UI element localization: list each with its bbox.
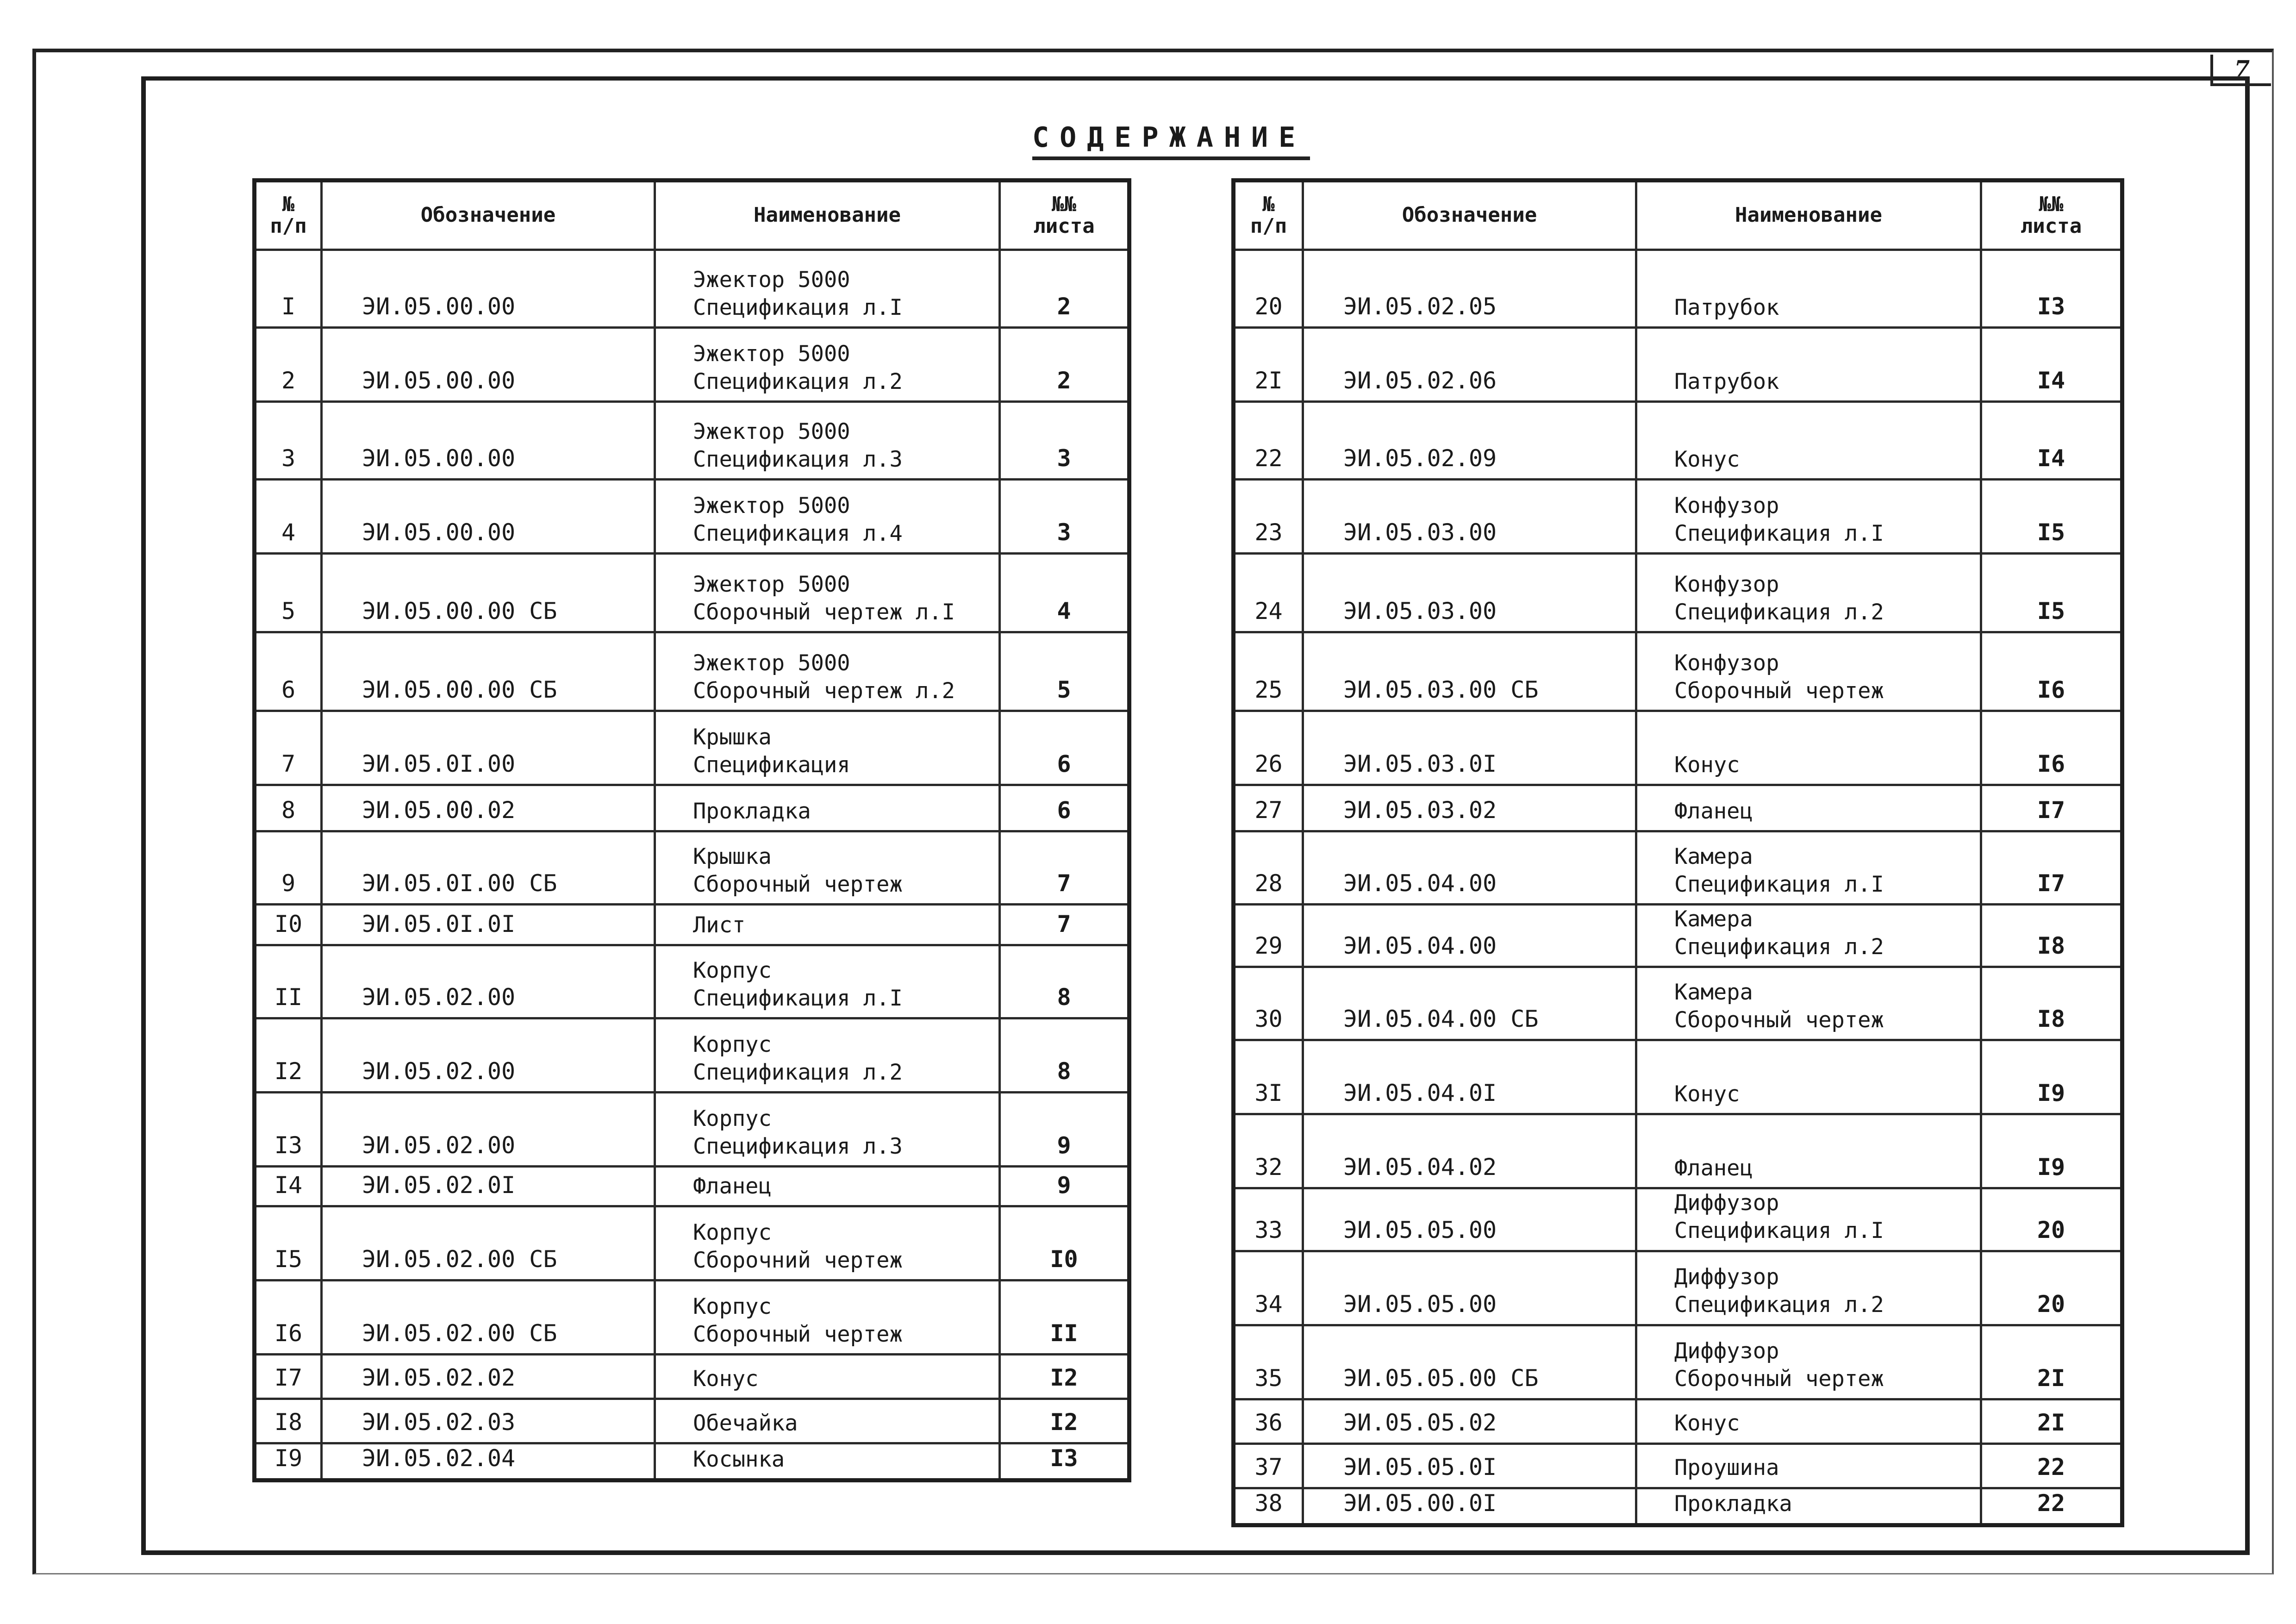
row-number: 4 <box>255 480 322 554</box>
row-name-line: Прокладка <box>693 798 811 824</box>
row-designation: ЭИ.05.02.00 СБ <box>322 1280 655 1355</box>
row-number: I5 <box>255 1206 322 1280</box>
row-designation: ЭИ.05.02.00 <box>322 1018 655 1093</box>
row-sheet-number: 3 <box>1000 402 1129 480</box>
row-name-line: Лист <box>693 912 746 938</box>
row-name-line: Спецификация л.I <box>1674 1218 1884 1244</box>
row-name-line: Фланец <box>1674 1156 1753 1181</box>
row-name-line: Спецификация л.2 <box>693 1059 903 1085</box>
table-row <box>255 1206 1129 1280</box>
row-name-line: Обечайка <box>693 1410 798 1436</box>
row-designation: ЭИ.05.02.00 СБ <box>322 1206 655 1280</box>
table-row <box>255 905 1129 945</box>
row-sheet-number: 20 <box>1981 1251 2122 1325</box>
row-designation: ЭИ.05.0I.00 <box>322 711 655 785</box>
contents-table-left <box>252 178 1131 1482</box>
table-row <box>255 831 1129 905</box>
document-title: СОДЕРЖАНИЕ <box>1032 121 1310 160</box>
row-number: I6 <box>255 1280 322 1355</box>
row-name <box>1636 1325 1981 1399</box>
row-sheet-number: I6 <box>1981 711 2122 785</box>
row-name <box>655 554 1000 632</box>
table-row <box>1234 1251 2122 1325</box>
row-number: I8 <box>255 1399 322 1443</box>
table-row <box>1234 328 2122 402</box>
table-header-row <box>255 181 1129 250</box>
row-name <box>1636 402 1981 480</box>
row-number: 36 <box>1234 1399 1303 1443</box>
row-number: 5 <box>255 554 322 632</box>
row-designation: ЭИ.05.03.00 СБ <box>1303 632 1636 711</box>
row-name-line: Корпус <box>693 1106 772 1131</box>
row-name-line: Сборочний чертеж <box>693 1247 903 1273</box>
row-name-line: Патрубок <box>1674 369 1779 394</box>
row-number: 38 <box>1234 1488 1303 1525</box>
row-designation: ЭИ.05.04.02 <box>1303 1114 1636 1188</box>
row-name-line: Косынка <box>693 1446 785 1472</box>
table-header-row <box>1234 181 2122 250</box>
table-row <box>255 328 1129 402</box>
row-designation: ЭИ.05.04.00 <box>1303 831 1636 905</box>
row-sheet-number: 9 <box>1000 1167 1129 1206</box>
row-name <box>655 632 1000 711</box>
row-sheet-number: I2 <box>1000 1355 1129 1399</box>
row-name-line: Спецификация л.I <box>1674 520 1884 546</box>
row-name <box>655 1206 1000 1280</box>
row-name <box>655 785 1000 831</box>
row-name-line: Крышка <box>693 724 772 750</box>
row-name-line: Сборочный чертеж л.2 <box>693 678 955 704</box>
row-sheet-number: 2 <box>1000 328 1129 402</box>
row-designation: ЭИ.05.00.00 <box>322 328 655 402</box>
row-name-line: Конфузор <box>1674 571 1779 597</box>
header-code: Обозначение <box>322 181 655 250</box>
row-sheet-number: 20 <box>1981 1188 2122 1251</box>
row-name-line: Камера <box>1674 980 1753 1005</box>
row-designation: ЭИ.05.05.00 СБ <box>1303 1325 1636 1399</box>
row-designation: ЭИ.05.0I.00 СБ <box>322 831 655 905</box>
row-sheet-number: 4 <box>1000 554 1129 632</box>
row-name-line: Сборочный чертеж <box>693 1321 903 1347</box>
row-name <box>655 1355 1000 1399</box>
row-sheet-number: 8 <box>1000 945 1129 1018</box>
row-number: 6 <box>255 632 322 711</box>
row-designation: ЭИ.05.04.0I <box>1303 1040 1636 1114</box>
row-name-line: Прокладка <box>1674 1491 1792 1517</box>
header-num: № п/п <box>255 181 322 250</box>
row-number: I9 <box>255 1443 322 1480</box>
row-name-line: Спецификация л.I <box>693 294 903 320</box>
table-row <box>255 1355 1129 1399</box>
row-name-line: Патрубок <box>1674 294 1779 320</box>
row-name-line: Спецификация л.2 <box>1674 599 1884 625</box>
table-row <box>255 1167 1129 1206</box>
header-num: № п/п <box>1234 181 1303 250</box>
row-name <box>1636 554 1981 632</box>
row-name-line: Спецификация л.3 <box>693 446 903 472</box>
row-number: 26 <box>1234 711 1303 785</box>
row-name-line: Спецификация <box>693 752 850 778</box>
row-name <box>1636 632 1981 711</box>
row-name-line: Спецификация л.3 <box>693 1133 903 1159</box>
row-name-line: Проушина <box>1674 1455 1779 1481</box>
row-name <box>1636 328 1981 402</box>
table-row <box>1234 831 2122 905</box>
row-designation: ЭИ.05.00.00 <box>322 250 655 328</box>
row-name-line: Корпус <box>693 1293 772 1319</box>
row-designation: ЭИ.05.02.04 <box>322 1443 655 1480</box>
row-name-line: Конус <box>693 1366 759 1392</box>
row-name-line: Спецификация л.2 <box>693 369 903 394</box>
row-designation: ЭИ.05.02.02 <box>322 1355 655 1399</box>
row-name <box>655 250 1000 328</box>
row-number: 3 <box>255 402 322 480</box>
row-number: 3I <box>1234 1040 1303 1114</box>
row-designation: ЭИ.05.02.06 <box>1303 328 1636 402</box>
header-sheet: №№ листа <box>1981 181 2122 250</box>
row-designation: ЭИ.05.04.00 <box>1303 905 1636 967</box>
row-name <box>1636 1399 1981 1443</box>
table-row <box>255 480 1129 554</box>
row-name <box>1636 711 1981 785</box>
table-row <box>255 1399 1129 1443</box>
row-number: 25 <box>1234 632 1303 711</box>
row-name <box>655 480 1000 554</box>
row-sheet-number: 7 <box>1000 905 1129 945</box>
contents-table-right <box>1231 178 2124 1527</box>
row-name <box>655 831 1000 905</box>
row-name-line: Крышка <box>693 843 772 869</box>
row-number: I3 <box>255 1093 322 1167</box>
row-sheet-number: I9 <box>1981 1114 2122 1188</box>
page-number: 7 <box>2210 55 2271 86</box>
row-name <box>655 711 1000 785</box>
row-name-line: Диффузор <box>1674 1264 1779 1290</box>
row-number: 35 <box>1234 1325 1303 1399</box>
table-row <box>255 1443 1129 1480</box>
row-name-line: Сборочный чертеж <box>693 871 903 897</box>
row-name-line: Конус <box>1674 1411 1740 1437</box>
row-number: 34 <box>1234 1251 1303 1325</box>
row-designation: ЭИ.05.0I.0I <box>322 905 655 945</box>
table-row <box>1234 554 2122 632</box>
row-name-line: Сборочный чертеж <box>1674 1007 1884 1033</box>
row-designation: ЭИ.05.02.09 <box>1303 402 1636 480</box>
table-row <box>1234 1399 2122 1443</box>
table-row <box>255 1093 1129 1167</box>
row-number: I0 <box>255 905 322 945</box>
row-name <box>655 905 1000 945</box>
row-name-line: Эжектор 5000 <box>693 571 850 597</box>
row-sheet-number: 2I <box>1981 1325 2122 1399</box>
row-sheet-number: I3 <box>1981 250 2122 328</box>
row-sheet-number: 2I <box>1981 1399 2122 1443</box>
row-number: II <box>255 945 322 1018</box>
table-row <box>255 711 1129 785</box>
table-row <box>255 402 1129 480</box>
row-name <box>655 1399 1000 1443</box>
row-name <box>655 1018 1000 1093</box>
table-row <box>1234 905 2122 967</box>
row-sheet-number: I6 <box>1981 632 2122 711</box>
row-name <box>655 1167 1000 1206</box>
contents-body-left <box>255 250 1129 1480</box>
row-designation: ЭИ.05.05.02 <box>1303 1399 1636 1443</box>
row-sheet-number: 9 <box>1000 1093 1129 1167</box>
row-name-line: Сборочный чертеж <box>1674 1366 1884 1392</box>
row-sheet-number: 3 <box>1000 480 1129 554</box>
row-designation: ЭИ.05.04.00 СБ <box>1303 967 1636 1040</box>
table-row <box>1234 1325 2122 1399</box>
table-row <box>255 1018 1129 1093</box>
row-sheet-number: I5 <box>1981 480 2122 554</box>
row-name-line: Корпус <box>693 1219 772 1245</box>
row-designation: ЭИ.05.00.02 <box>322 785 655 831</box>
row-sheet-number: 2 <box>1000 250 1129 328</box>
row-name-line: Спецификация л.4 <box>693 520 903 546</box>
row-name-line: Камера <box>1674 906 1753 932</box>
table-row <box>1234 402 2122 480</box>
row-name <box>1636 905 1981 967</box>
contents-body-right <box>1234 250 2122 1525</box>
row-sheet-number: I4 <box>1981 328 2122 402</box>
row-name <box>1636 480 1981 554</box>
row-name <box>655 1280 1000 1355</box>
row-designation: ЭИ.05.02.00 <box>322 945 655 1018</box>
row-name-line: Конфузор <box>1674 493 1779 518</box>
row-sheet-number: I8 <box>1981 905 2122 967</box>
row-designation: ЭИ.05.03.02 <box>1303 785 1636 831</box>
row-name <box>1636 967 1981 1040</box>
row-name <box>655 1443 1000 1480</box>
row-name-line: Спецификация л.2 <box>1674 1292 1884 1318</box>
table-row <box>255 554 1129 632</box>
row-number: I7 <box>255 1355 322 1399</box>
table-row <box>1234 1040 2122 1114</box>
row-number: 27 <box>1234 785 1303 831</box>
row-number: 23 <box>1234 480 1303 554</box>
row-number: 33 <box>1234 1188 1303 1251</box>
row-name <box>1636 1040 1981 1114</box>
row-name-line: Сборочный чертеж <box>1674 678 1884 704</box>
row-name-line: Конус <box>1674 752 1740 778</box>
row-name-line: Эжектор 5000 <box>693 418 850 444</box>
table-row <box>1234 1114 2122 1188</box>
row-designation: ЭИ.05.00.00 <box>322 480 655 554</box>
row-designation: ЭИ.05.00.00 СБ <box>322 632 655 711</box>
row-designation: ЭИ.05.02.00 <box>322 1093 655 1167</box>
row-number: 29 <box>1234 905 1303 967</box>
row-sheet-number: I3 <box>1000 1443 1129 1480</box>
row-designation: ЭИ.05.03.00 <box>1303 554 1636 632</box>
row-number: 28 <box>1234 831 1303 905</box>
row-name <box>1636 1188 1981 1251</box>
row-designation: ЭИ.05.02.0I <box>322 1167 655 1206</box>
row-sheet-number: 8 <box>1000 1018 1129 1093</box>
row-name-line: Эжектор 5000 <box>693 341 850 367</box>
table-row <box>1234 250 2122 328</box>
row-number: 37 <box>1234 1443 1303 1488</box>
row-number: I2 <box>255 1018 322 1093</box>
row-name-line: Камера <box>1674 843 1753 869</box>
row-name <box>655 402 1000 480</box>
row-name-line: Конус <box>1674 446 1740 472</box>
row-number: 9 <box>255 831 322 905</box>
row-name <box>1636 1114 1981 1188</box>
row-name <box>1636 1488 1981 1525</box>
table-row <box>255 785 1129 831</box>
row-number: I <box>255 250 322 328</box>
table-row <box>1234 632 2122 711</box>
row-sheet-number: I7 <box>1981 785 2122 831</box>
table-row <box>1234 480 2122 554</box>
row-designation: ЭИ.05.03.0I <box>1303 711 1636 785</box>
row-name <box>1636 250 1981 328</box>
row-sheet-number: I4 <box>1981 402 2122 480</box>
row-number: 8 <box>255 785 322 831</box>
row-sheet-number: I9 <box>1981 1040 2122 1114</box>
table-row <box>1234 1188 2122 1251</box>
row-name <box>655 945 1000 1018</box>
row-name-line: Конфузор <box>1674 650 1779 676</box>
row-number: 32 <box>1234 1114 1303 1188</box>
row-name-line: Эжектор 5000 <box>693 650 850 676</box>
row-sheet-number: I0 <box>1000 1206 1129 1280</box>
row-name-line: Спецификация л.I <box>693 985 903 1011</box>
row-designation: ЭИ.05.00.00 СБ <box>322 554 655 632</box>
header-name: Наименование <box>655 181 1000 250</box>
row-sheet-number: I5 <box>1981 554 2122 632</box>
row-name <box>655 328 1000 402</box>
row-number: 24 <box>1234 554 1303 632</box>
row-name-line: Диффузор <box>1674 1338 1779 1364</box>
row-sheet-number: 22 <box>1981 1443 2122 1488</box>
header-code: Обозначение <box>1303 181 1636 250</box>
row-name-line: Эжектор 5000 <box>693 493 850 518</box>
row-number: 7 <box>255 711 322 785</box>
row-designation: ЭИ.05.00.00 <box>322 402 655 480</box>
row-name <box>1636 1443 1981 1488</box>
row-designation: ЭИ.05.05.0I <box>1303 1443 1636 1488</box>
header-name: Наименование <box>1636 181 1981 250</box>
table-row <box>255 250 1129 328</box>
header-sheet: №№ листа <box>1000 181 1129 250</box>
table-row <box>1234 711 2122 785</box>
table-row <box>1234 967 2122 1040</box>
row-sheet-number: I8 <box>1981 967 2122 1040</box>
row-number: 22 <box>1234 402 1303 480</box>
row-name <box>1636 785 1981 831</box>
row-name-line: Конус <box>1674 1081 1740 1107</box>
row-name <box>655 1093 1000 1167</box>
row-designation: ЭИ.05.03.00 <box>1303 480 1636 554</box>
table-row <box>255 1280 1129 1355</box>
table-row <box>255 632 1129 711</box>
row-name <box>1636 831 1981 905</box>
row-designation: ЭИ.05.05.00 <box>1303 1251 1636 1325</box>
row-name-line: Эжектор 5000 <box>693 267 850 293</box>
row-designation: ЭИ.05.02.05 <box>1303 250 1636 328</box>
row-name-line: Спецификация л.I <box>1674 871 1884 897</box>
table-row <box>1234 1443 2122 1488</box>
row-number: I4 <box>255 1167 322 1206</box>
row-designation: ЭИ.05.05.00 <box>1303 1188 1636 1251</box>
row-number: 2 <box>255 328 322 402</box>
row-name-line: Диффузор <box>1674 1190 1779 1216</box>
row-name-line: Сборочный чертеж л.I <box>693 599 955 625</box>
row-name-line: Спецификация л.2 <box>1674 934 1884 960</box>
row-sheet-number: II <box>1000 1280 1129 1355</box>
row-name-line: Фланец <box>693 1173 772 1199</box>
row-sheet-number: I2 <box>1000 1399 1129 1443</box>
table-row <box>255 945 1129 1018</box>
row-designation: ЭИ.05.02.03 <box>322 1399 655 1443</box>
row-sheet-number: 6 <box>1000 785 1129 831</box>
row-name-line: Корпус <box>693 957 772 983</box>
row-sheet-number: 7 <box>1000 831 1129 905</box>
table-row <box>1234 785 2122 831</box>
row-name <box>1636 1251 1981 1325</box>
row-name-line: Фланец <box>1674 798 1753 824</box>
row-name-line: Корпус <box>693 1031 772 1057</box>
row-sheet-number: 22 <box>1981 1488 2122 1525</box>
table-row <box>1234 1488 2122 1525</box>
row-designation: ЭИ.05.00.0I <box>1303 1488 1636 1525</box>
row-sheet-number: I7 <box>1981 831 2122 905</box>
row-sheet-number: 6 <box>1000 711 1129 785</box>
row-sheet-number: 5 <box>1000 632 1129 711</box>
row-number: 2I <box>1234 328 1303 402</box>
row-number: 30 <box>1234 967 1303 1040</box>
row-number: 20 <box>1234 250 1303 328</box>
